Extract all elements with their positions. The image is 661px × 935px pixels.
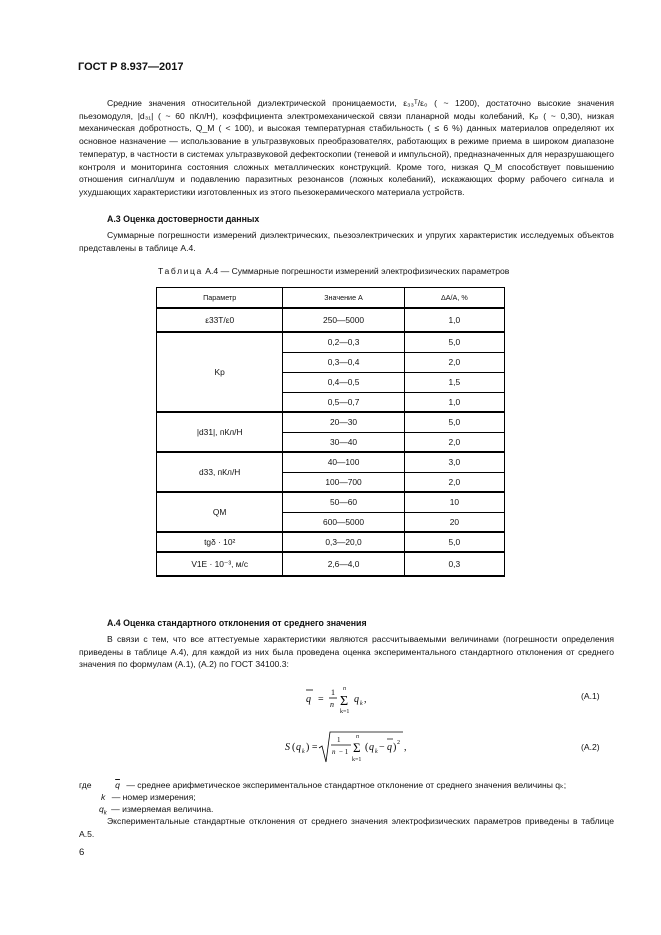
svg-text:k: k xyxy=(375,749,378,755)
value-cell: 0,3—20,0 xyxy=(283,532,404,552)
svg-text:(: ( xyxy=(365,742,369,753)
formula-mean-graphic xyxy=(304,682,394,716)
error-cell: 10 xyxy=(404,492,504,512)
table-row xyxy=(157,332,505,352)
error-cell: 5,0 xyxy=(404,532,504,552)
svg-text:−: − xyxy=(379,742,385,753)
error-cell: 1,0 xyxy=(404,392,504,412)
value-cell: 0,5—0,7 xyxy=(283,392,404,412)
table-caption-prefix: Таблица xyxy=(158,266,203,276)
param-cell: V1E · 10⁻³, м/с xyxy=(157,552,283,576)
header-parameter: Параметр xyxy=(157,288,283,309)
error-table xyxy=(156,287,505,577)
param-cell: tgδ · 10² xyxy=(157,532,283,552)
formula-std-dev-graphic xyxy=(283,728,423,768)
closing-paragraph: Экспериментальные стандартные отклонения от среднего значения электрофизических параметров приведены в таблице А.5. xyxy=(79,816,614,839)
svg-text:S: S xyxy=(285,742,290,753)
table-row xyxy=(157,308,505,332)
section-a4-title: А.4 Оценка стандартного отклонения от среднего значения xyxy=(107,618,367,628)
table-row xyxy=(157,412,505,432)
value-cell: 20—30 xyxy=(283,412,404,432)
table-row xyxy=(157,492,505,512)
formula-std-dev xyxy=(283,728,423,771)
svg-text:n: n xyxy=(332,748,336,756)
svg-text:k: k xyxy=(302,749,305,755)
error-cell: 1,0 xyxy=(404,308,504,332)
value-cell: 30—40 xyxy=(283,432,404,452)
intro-paragraph: Средние значения относительной диэлектрической проницаемости, ε₃₃ᵀ/ε₀ ( ~ 1200), достаточно высокие значения пьезомодуля, |d₃₁| ( ~ 60 пКл/Н), коэффициента электромеханической связи планарной моды колебаний, Kₚ ( ~ 0,30), низкая механическая добротность, Q_M ( < 100), и высокая температурная стабильность ( ≤ 6 %) данных материалов определяют их основное назначение — использование в ультразвуковых преобразователях, работающих в режиме приема в широком диапазоне температур, в частности в системах ультразвуковой дефектоскопии (теневой и импульсной), предназначенных для неразрушающего контроля и мониторинга состояния сложных металлических конструкций. Кроме того, низкая Q_M способствует повышению отношения сигнал/шум и подавлению паразитных резонансов (ложных колебаний), искажающих форму рабочего сигнала и ухудшающих характеристики изготовленных из этого пьезокерамического материала устройств. xyxy=(79,98,614,197)
svg-text:Σ: Σ xyxy=(353,740,361,755)
symbol-qk: $q_k$ xyxy=(99,804,107,817)
svg-text:− 1: − 1 xyxy=(339,748,349,756)
error-cell: 0,3 xyxy=(404,552,504,576)
param-cell: ε33T/ε0 xyxy=(157,308,283,332)
svg-text:): ) xyxy=(393,742,397,753)
table-caption-text: А.4 — Суммарные погрешности измерений электрофизических параметров xyxy=(205,266,510,276)
svg-text:q: q xyxy=(354,694,359,705)
where-item-1: — среднее арифметическое экспериментальное стандартное отклонение от среднего значения величины qₖ; xyxy=(126,780,567,790)
svg-text:(: ( xyxy=(292,742,296,753)
formula-mean xyxy=(304,682,394,719)
equation-number-2: (А.2) xyxy=(581,742,600,752)
symbol-k: k xyxy=(101,792,106,802)
param-cell: Kp xyxy=(157,332,283,412)
svg-text:n: n xyxy=(356,734,359,740)
error-cell: 2,0 xyxy=(404,432,504,452)
error-cell: 2,0 xyxy=(404,352,504,372)
where-item-2: — номер измерения; xyxy=(111,792,196,802)
param-cell: |d31|, пКл/Н xyxy=(157,412,283,452)
svg-text:n: n xyxy=(330,700,334,709)
svg-text:1: 1 xyxy=(331,688,335,697)
svg-text:k=1: k=1 xyxy=(352,757,362,763)
value-cell: 600—5000 xyxy=(283,512,404,532)
param-cell: QM xyxy=(157,492,283,532)
document-header: ГОСТ Р 8.937—2017 xyxy=(78,61,184,73)
where-lead: где xyxy=(79,780,92,790)
equation-number-1: (А.1) xyxy=(581,691,600,701)
svg-text:) =: ) = xyxy=(306,742,318,753)
value-cell: 100—700 xyxy=(283,472,404,492)
error-cell: 5,0 xyxy=(404,412,504,432)
error-cell: 1,5 xyxy=(404,372,504,392)
page-number: 6 xyxy=(79,847,85,858)
section-a3-text: Суммарные погрешности измерений диэлектрических, пьезоэлектрических и упругих характеристик исследуемых объектов представлены в таблице А.4. xyxy=(79,230,614,253)
value-cell: 250—5000 xyxy=(283,308,404,332)
svg-text:,: , xyxy=(364,694,367,705)
value-cell: 0,2—0,3 xyxy=(283,332,404,352)
param-cell: d33, пКл/Н xyxy=(157,452,283,492)
table-header-row xyxy=(157,288,505,309)
svg-text:k=1: k=1 xyxy=(340,709,350,715)
value-cell: 50—60 xyxy=(283,492,404,512)
where-line-3 xyxy=(99,803,213,816)
svg-text:q: q xyxy=(296,742,301,753)
svg-text:q: q xyxy=(387,742,392,753)
value-cell: 2,6—4,0 xyxy=(283,552,404,576)
svg-text:1: 1 xyxy=(337,736,341,744)
error-cell: 2,0 xyxy=(404,472,504,492)
svg-text:n: n xyxy=(343,686,346,692)
header-value: Значение A xyxy=(283,288,404,309)
svg-text:k: k xyxy=(360,701,363,707)
section-a4-text: В связи с тем, что все аттестуемые характеристики являются рассчитываемыми величинами (погрешности определения приведены в таблице А.4), для каждой из них была проведена оценка экспериментального стандартного отклонения от среднего значения по формулам (А.1), (А.2) по ГОСТ 34100.3: xyxy=(79,634,614,670)
table-row xyxy=(157,532,505,552)
error-cell: 3,0 xyxy=(404,452,504,472)
where-item-3: — измеряемая величина. xyxy=(111,804,214,814)
svg-text:,: , xyxy=(404,742,407,753)
svg-text:Σ: Σ xyxy=(340,694,349,709)
table-row xyxy=(157,552,505,576)
where-line-1 xyxy=(79,779,566,792)
value-cell: 0,4—0,5 xyxy=(283,372,404,392)
where-line-2 xyxy=(101,791,196,804)
value-cell: 40—100 xyxy=(283,452,404,472)
header-error: ΔA/A, % xyxy=(404,288,504,309)
error-cell: 20 xyxy=(404,512,504,532)
value-cell: 0,3—0,4 xyxy=(283,352,404,372)
svg-text:q: q xyxy=(306,694,311,705)
table-row xyxy=(157,452,505,472)
svg-text:=: = xyxy=(318,694,324,705)
table-caption xyxy=(158,266,509,276)
svg-text:q: q xyxy=(369,742,374,753)
symbol-q-bar: $\overline{q}$ xyxy=(115,780,120,790)
error-cell: 5,0 xyxy=(404,332,504,352)
svg-text:2: 2 xyxy=(397,740,400,746)
section-a3-title: А.3 Оценка достоверности данных xyxy=(107,214,260,224)
